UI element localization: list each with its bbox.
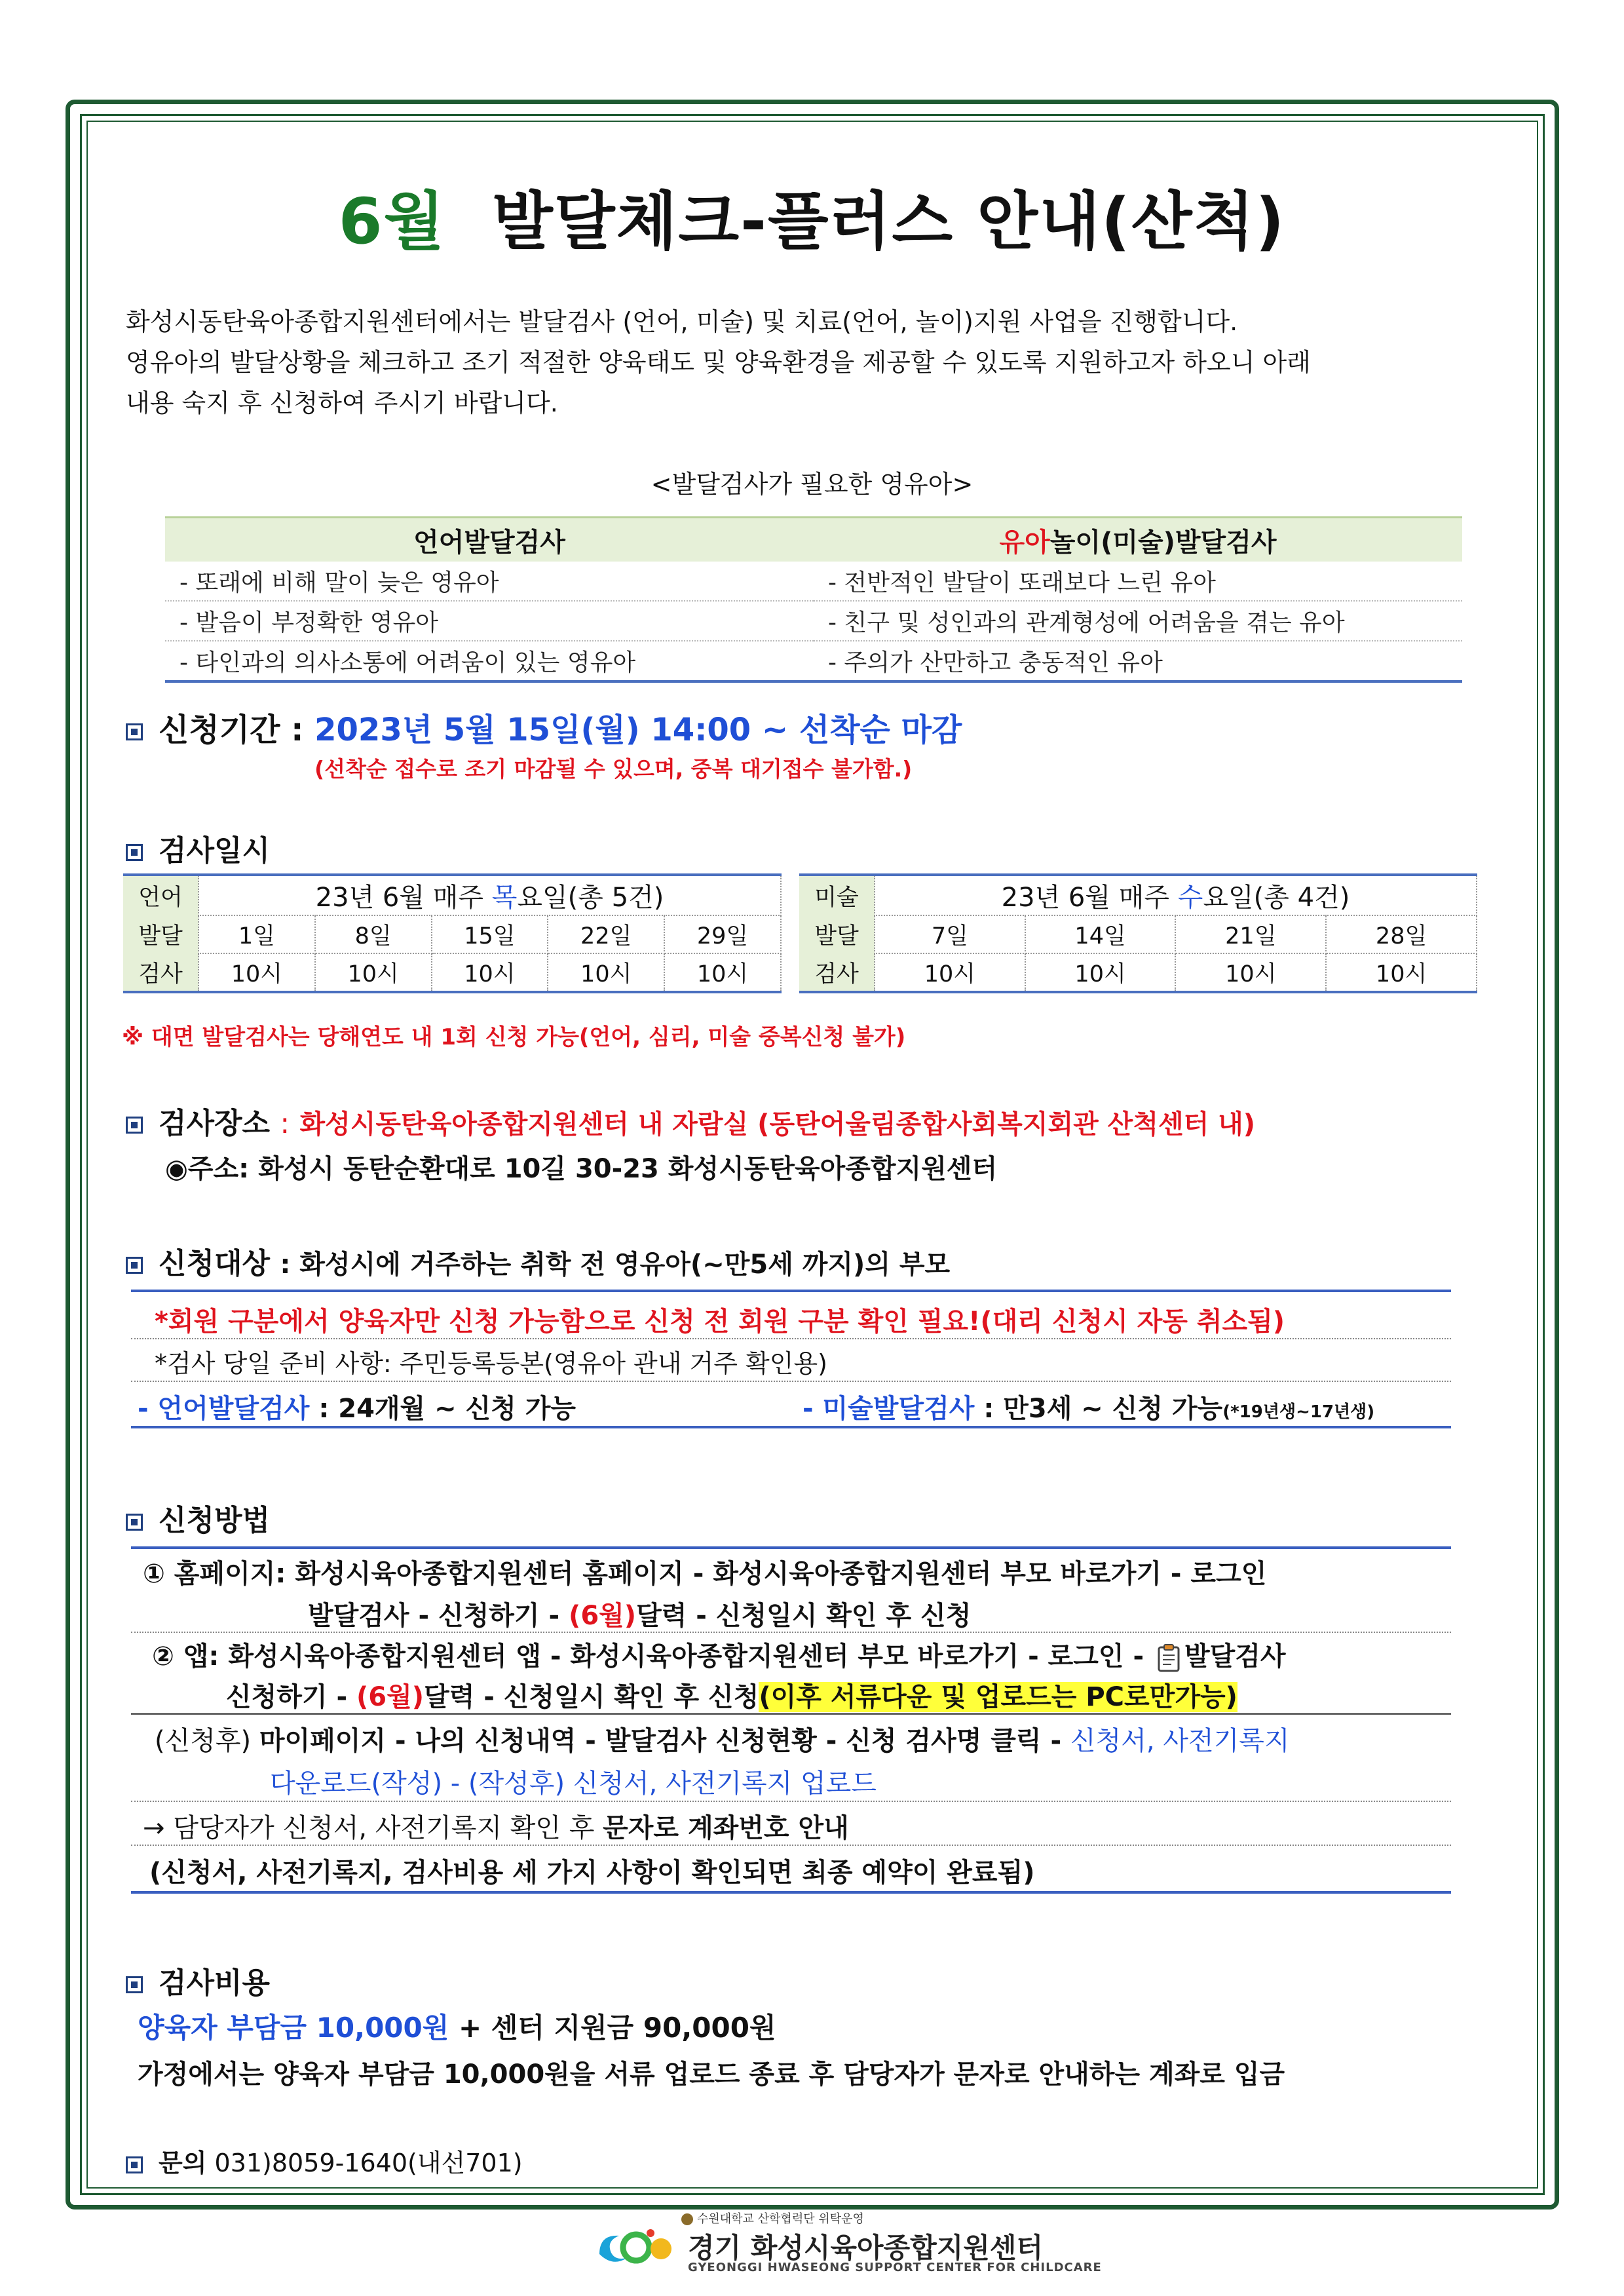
need-left-item: - 타인과의 의사소통에 어려움이 있는 영유아 xyxy=(165,641,814,681)
lang-day: 22일 xyxy=(548,915,664,953)
lang-time: 10시 xyxy=(432,953,548,992)
lang-day: 15일 xyxy=(432,915,548,953)
need-left-item: - 발음이 부정확한 영유아 xyxy=(165,601,814,641)
place-address: ◉주소: 화성시 동탄순환대로 10길 30-23 화성시동탄육아종합지원센터 xyxy=(165,1154,998,1184)
bullet-square-icon xyxy=(126,2156,143,2173)
intro-line-1: 화성시동탄육아종합지원센터에서는 발달검사 (언어, 미술) 및 치료(언어, 놀이)지원 사업을 진행합니다. xyxy=(126,307,1238,336)
art-time: 10시 xyxy=(1025,953,1176,992)
method-top-rule xyxy=(131,1546,1451,1549)
art-day: 14일 xyxy=(1025,915,1176,953)
exam-dates-heading: 검사일시 xyxy=(126,827,270,869)
footer-operator: 수원대학교 산학협력단 위탁운영 xyxy=(681,2210,864,2227)
art-time: 10시 xyxy=(1175,953,1326,992)
method-final: (신청서, 사전기록지, 검사비용 세 가지 사항이 확인되면 최종 예약이 완료됨) xyxy=(149,1858,1035,1888)
clipboard-icon xyxy=(1157,1643,1180,1672)
apply-period-note: (선착순 접수로 조기 마감될 수 있으며, 중복 대기접수 불가함.) xyxy=(314,756,913,782)
divider xyxy=(131,1845,1451,1846)
need-right-item: - 전반적인 발달이 또래보다 느린 유아 xyxy=(814,562,1462,601)
art-schedule-header: 23년 6월 매주 수요일(총 4건) xyxy=(875,875,1477,915)
lang-time: 10시 xyxy=(548,953,664,992)
bullet-square-icon xyxy=(126,1514,143,1531)
footer-org-kr: 경기 화성시육아종합지원센터 xyxy=(688,2232,1044,2264)
inquiry-row: 문의 031)8059-1640(내선701) xyxy=(126,2143,523,2179)
target-lang-age: - 언어발달검사 : 24개월 ~ 신청 가능 xyxy=(138,1394,576,1424)
need-table xyxy=(165,516,1462,683)
divider xyxy=(131,1338,1451,1339)
place-value: 화성시동탄육아종합지원센터 내 자람실 (동탄어울림종합사회복지회관 산척센터 내) xyxy=(299,1109,1256,1139)
method-contact: → 담당자가 신청서, 사전기록지 확인 후 문자로 계좌번호 안내 xyxy=(143,1813,849,1843)
apply-period-value: 2023년 5월 15일(월) 14:00 ~ 선착순 마감 xyxy=(314,712,962,748)
target-top-rule xyxy=(131,1290,1451,1292)
target-art-age: - 미술발달검사 : 만3세 ~ 신청 가능(*19년생~17년생) xyxy=(803,1394,1375,1424)
method-heading: 신청방법 xyxy=(126,1497,270,1539)
divider xyxy=(131,1713,1451,1715)
lang-day: 1일 xyxy=(198,915,315,953)
lang-time: 10시 xyxy=(198,953,315,992)
footer-org-en: GYEONGGI HWASEONG SUPPORT CENTER FOR CHILDCARE xyxy=(688,2261,1102,2274)
place-row: 검사장소 : 화성시동탄육아종합지원센터 내 자람실 (동탄어울림종합사회복지회관 산척센터 내) xyxy=(126,1100,1255,1141)
art-day: 7일 xyxy=(875,915,1025,953)
art-time: 10시 xyxy=(875,953,1025,992)
cost-heading: 검사비용 xyxy=(126,1959,270,2001)
art-day: 21일 xyxy=(1175,915,1326,953)
lang-label-3: 검사 xyxy=(123,953,198,992)
title-rest: 발달체크-플러스 안내(산척) xyxy=(492,185,1286,258)
lang-schedule-header: 23년 6월 매주 목요일(총 5건) xyxy=(198,875,781,915)
need-right-item: - 친구 및 성인과의 관계형성에 어려움을 겪는 유아 xyxy=(814,601,1462,641)
footer-seal-icon xyxy=(681,2213,693,2225)
divider xyxy=(131,1632,1451,1633)
lang-time: 10시 xyxy=(664,953,781,992)
art-schedule-table xyxy=(799,873,1477,993)
target-value: : 화성시에 거주하는 취학 전 영유아(~만5세 까지)의 부모 xyxy=(280,1250,951,1280)
divider xyxy=(131,1381,1451,1382)
lang-day: 29일 xyxy=(664,915,781,953)
method-after-line2: 다운로드(작성) - (작성후) 신청서, 사전기록지 업로드 xyxy=(270,1769,877,1799)
art-label-3: 검사 xyxy=(799,953,875,992)
method-step1-line1: ① 홈페이지: 화성시육아종합지원센터 홈페이지 - 화성시육아종합지원센터 부모 바로가기 - 로그인 xyxy=(143,1559,1267,1589)
target-warning: *회원 구분에서 양육자만 신청 가능함으로 신청 전 회원 구분 확인 필요!(대리 신청시 자동 취소됨) xyxy=(155,1307,1285,1337)
lang-label-2: 발달 xyxy=(123,915,198,953)
page-title xyxy=(0,172,1624,261)
apply-period-row: 신청기간 : 2023년 5월 15일(월) 14:00 ~ 선착순 마감 xyxy=(126,704,962,750)
method-bottom-rule xyxy=(131,1891,1451,1894)
art-label-2: 발달 xyxy=(799,915,875,953)
intro-line-2: 영유아의 발달상황을 체크하고 조기 적절한 양육태도 및 양육환경을 제공할 수 있도록 지원하고자 하오니 아래 xyxy=(126,348,1311,377)
bullet-square-icon xyxy=(126,723,143,740)
method-step1-line2: 발달검사 - 신청하기 - (6월)달력 - 신청일시 확인 후 신청 xyxy=(308,1601,972,1631)
art-day: 28일 xyxy=(1326,915,1477,953)
cost-shares: 양육자 부담금 10,000원 + 센터 지원금 90,000원 xyxy=(138,2012,776,2044)
divider xyxy=(131,1801,1451,1802)
need-right-item: - 주의가 산만하고 충동적인 유아 xyxy=(814,641,1462,681)
need-heading: <발달검사가 필요한 영유아> xyxy=(651,470,973,499)
target-row: 신청대상 : 화성시에 거주하는 취학 전 영유아(~만5세 까지)의 부모 xyxy=(126,1240,950,1282)
art-label-1: 미술 xyxy=(799,875,875,915)
intro-line-3: 내용 숙지 후 신청하여 주시기 바랍니다. xyxy=(126,389,558,417)
lang-time: 10시 xyxy=(315,953,432,992)
art-time: 10시 xyxy=(1326,953,1477,992)
method-step2-line2: 신청하기 - (6월)달력 - 신청일시 확인 후 신청(이후 서류다운 및 업로드는 PC로만가능) xyxy=(226,1682,1237,1712)
bullet-square-icon xyxy=(126,1257,143,1274)
lang-label-1: 언어 xyxy=(123,875,198,915)
target-prep: *검사 당일 준비 사항: 주민등록등본(영유아 관내 거주 확인용) xyxy=(155,1349,828,1378)
bullet-square-icon xyxy=(126,1117,143,1134)
bullet-square-icon xyxy=(126,1976,143,1993)
need-right-header: 유아놀이(미술)발달검사 xyxy=(814,518,1462,562)
bullet-square-icon xyxy=(126,844,143,861)
cost-description: 가정에서는 양육자 부담금 10,000원을 서류 업로드 종료 후 담당자가 문자로 안내하는 계좌로 입금 xyxy=(138,2059,1285,2090)
target-bottom-rule xyxy=(131,1426,1451,1428)
need-left-header: 언어발달검사 xyxy=(165,518,814,562)
lang-schedule-table xyxy=(123,873,782,993)
org-logo xyxy=(593,2221,678,2267)
method-after-line1: (신청후) 마이페이지 - 나의 신청내역 - 발달검사 신청현황 - 신청 검사명 클릭 - 신청서, 사전기록지 xyxy=(155,1726,1290,1756)
exam-dates-note: ※ 대면 발달검사는 당해연도 내 1회 신청 가능(언어, 심리, 미술 중복신청 불가) xyxy=(122,1024,906,1050)
title-month: 6월 xyxy=(338,185,446,258)
lang-day: 8일 xyxy=(315,915,432,953)
need-left-item: - 또래에 비해 말이 늦은 영유아 xyxy=(165,562,814,601)
method-step2-line1: ② 앱: 화성시육아종합지원센터 앱 - 화성시육아종합지원센터 부모 바로가기 - 로그인 - 발달검사 xyxy=(152,1641,1286,1672)
